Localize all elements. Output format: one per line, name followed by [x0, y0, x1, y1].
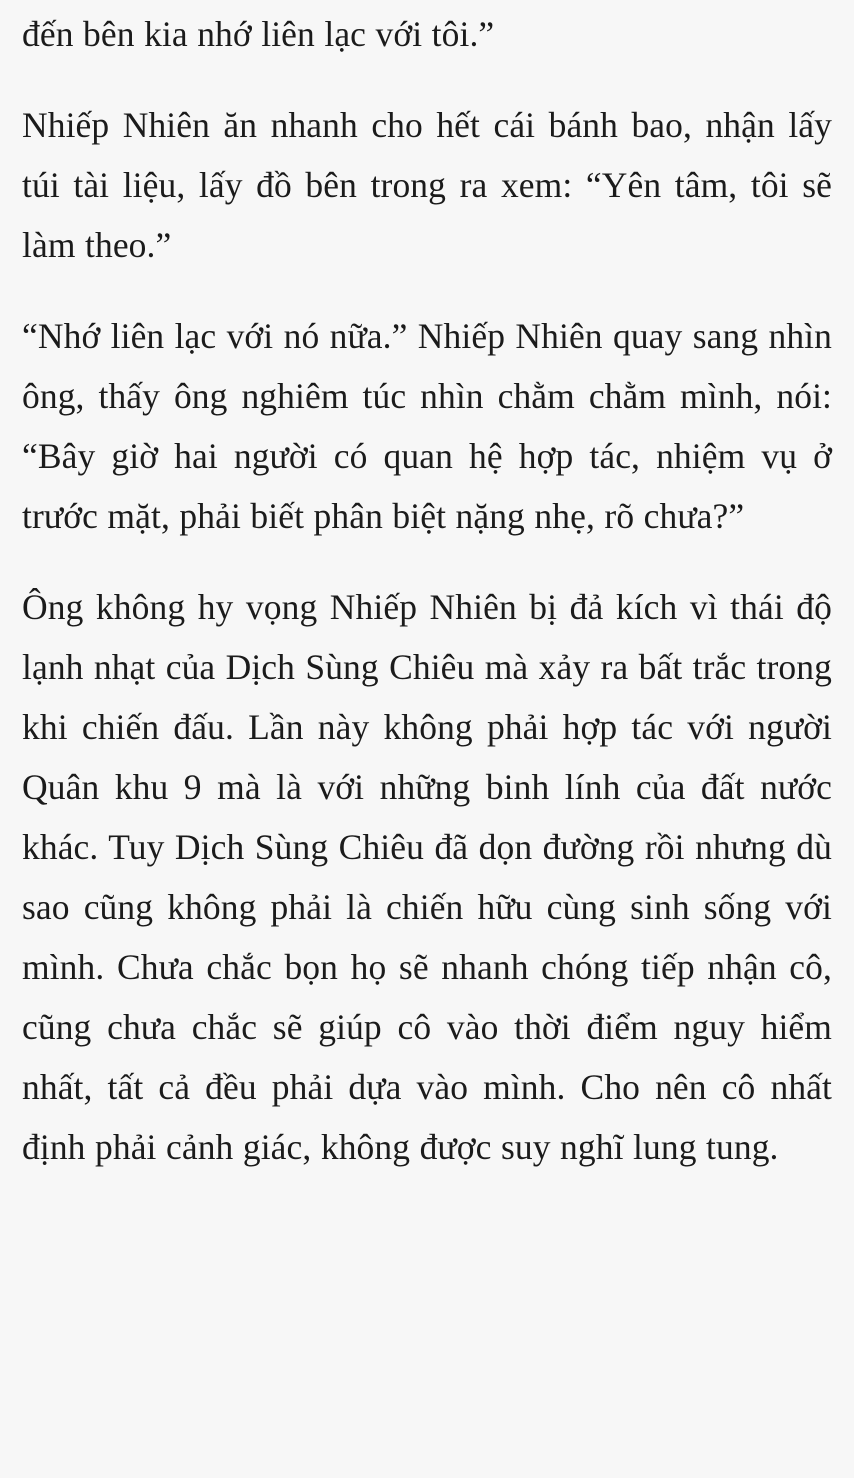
- paragraph: Nhiếp Nhiên ăn nhanh cho hết cái bánh bao, nhận lấy túi tài liệu, lấy đồ bên trong ra xem: “Yên tâm, tôi sẽ làm theo.”: [22, 105, 832, 265]
- paragraph: “Nhớ liên lạc với nó nữa.” Nhiếp Nhiên quay sang nhìn ông, thấy ông nghiêm túc nhìn chằm chằm mình, nói: “Bây giờ hai người có quan hệ hợp tác, nhiệm vụ ở trước mặt, phải biết phân biệt nặng nhẹ, rõ chưa?”: [22, 316, 832, 536]
- paragraph: Ông không hy vọng Nhiếp Nhiên bị đả kích vì thái độ lạnh nhạt của Dịch Sùng Chiêu mà xảy ra bất trắc trong khi chiến đấu. Lần này không phải hợp tác với người Quân khu 9 mà là với những binh lính của đất nước khác. Tuy Dịch Sùng Chiêu đã dọn đường rồi nhưng dù sao cũng không phải là chiến hữu cùng sinh sống với mình. Chưa chắc bọn họ sẽ nhanh chóng tiếp nhận cô, cũng chưa chắc sẽ giúp cô vào thời điểm nguy hiểm nhất, tất cả đều phải dựa vào mình. Cho nên cô nhất định phải cảnh giác, không được suy nghĩ lung tung.: [22, 587, 832, 1167]
- chapter-text-body: [22, 0, 832, 1177]
- paragraph: đến bên kia nhớ liên lạc với tôi.”: [22, 14, 495, 54]
